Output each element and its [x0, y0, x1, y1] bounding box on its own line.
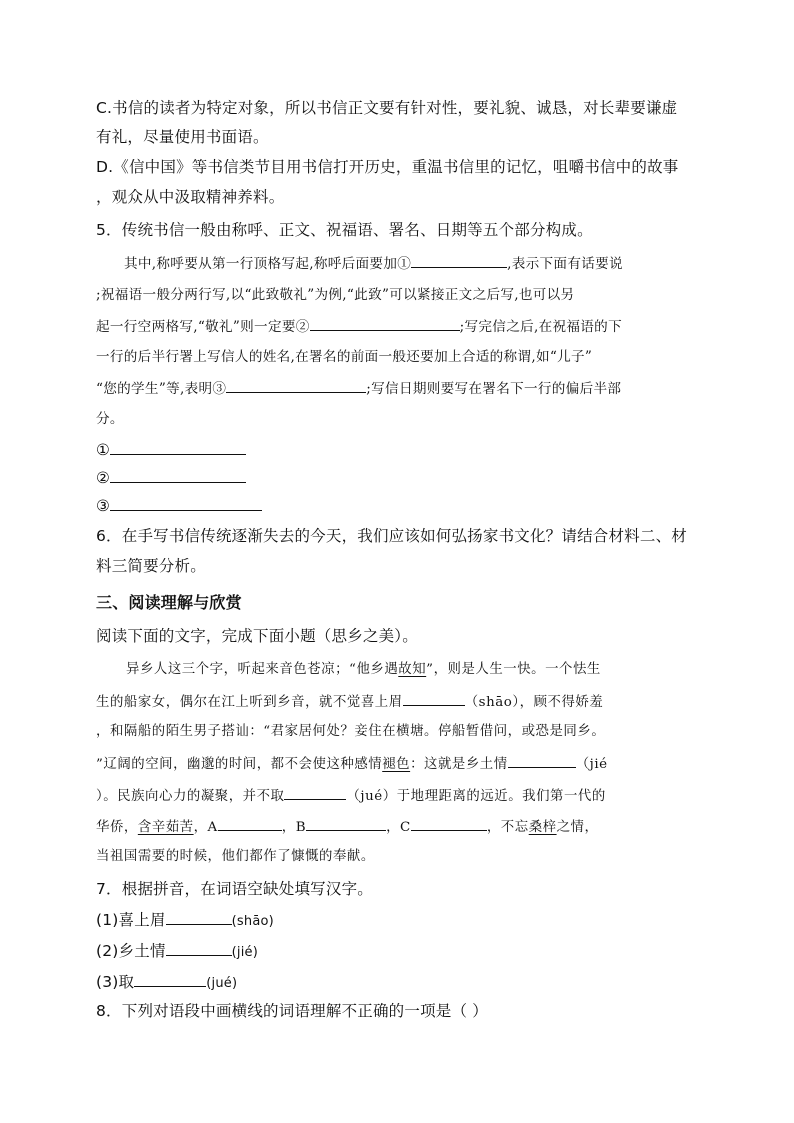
blank-c[interactable] [411, 816, 487, 831]
blank-b[interactable] [306, 816, 386, 831]
passage-5-line-3: 起一行空两格写,“敬礼”则一定要② ;写完信之后,在祝福语的下 [96, 316, 622, 337]
answer-2: ② [96, 468, 246, 488]
sub-question-3: (3)取 (jué) [96, 973, 238, 991]
question-7: 7．根据拼音，在词语空缺处填写汉字。 [96, 880, 373, 898]
reading-line-7: 当祖国需要的时候，他们都作了慷慨的奉献。 [96, 849, 375, 864]
reading-line-4: ”辽阔的空间，幽邈的时间，都不会使这种感情褪色：这就是乡土情 （jié [96, 753, 608, 775]
reading-line-1: 异乡人这三个字，听起来音色苍凉；“他乡遇故知”，则是人生一快。一个怯生 [126, 662, 601, 677]
blank-a[interactable] [218, 816, 282, 831]
section-heading: 三、阅读理解与欣赏 [96, 593, 242, 612]
sub-blank-3[interactable] [134, 972, 206, 987]
reading-line-2: 生的船家女，偶尔在江上听到乡音，就不觉喜上眉 （shāo），顾不得娇羞 [96, 691, 603, 713]
passage-5-line-6: 分。 [96, 411, 124, 427]
blank-shao[interactable] [403, 691, 465, 706]
blank-2[interactable] [310, 316, 460, 331]
question-6-line-2: 料三简要分析。 [96, 557, 206, 575]
sub-question-2: (2)乡土情 (jié) [96, 942, 259, 960]
passage-5-line-1: 其中,称呼要从第一行顶格写起,称呼后面要加① ,表示下面有话要说 [124, 253, 623, 274]
sub-blank-1[interactable] [166, 910, 232, 925]
blank-1[interactable] [411, 253, 507, 268]
passage-5-line-4: 一行的后半行署上写信人的姓名,在署名的前面一般还要加上合适的称谓,如“儿子” [96, 349, 593, 365]
passage-5-line-5: “您的学生”等,表明③ ;写信日期则要写在署名下一行的偏后半部 [96, 378, 621, 399]
reading-line-5: ）。民族向心力的凝聚，并不取 （jué）于地理距离的远近。我们第一代的 [96, 785, 606, 807]
blank-jue[interactable] [284, 785, 346, 800]
option-c-line-2: 有礼，尽量使用书面语。 [96, 128, 269, 146]
answer-3-blank[interactable] [110, 496, 262, 511]
answer-1: ① [96, 440, 246, 460]
question-6-line-1: 6．在手写书信传统逐渐失去的今天，我们应该如何弘扬家书文化？请结合材料二、材 [96, 527, 687, 545]
answer-2-blank[interactable] [110, 468, 246, 483]
question-5: 5．传统书信一般由称呼、正文、祝福语、署名、日期等五个部分构成。 [96, 221, 593, 239]
reading-line-6: 华侨，含辛茹苦，A ，B ，C ，不忘桑梓之情， [96, 816, 598, 838]
passage-5-line-2: ;祝福语一般分两行写,以“此致敬礼”为例,“此致”可以紧接正文之后写,也可以另 [96, 287, 575, 303]
reading-line-3: ，和隔船的陌生男子搭讪：“君家居何处？妾住在横塘。停船暂借问，或恐是同乡。 [96, 724, 606, 739]
sub-question-1: (1)喜上眉 (shāo) [96, 911, 274, 929]
blank-3[interactable] [226, 378, 366, 393]
blank-jie[interactable] [508, 753, 576, 768]
answer-1-blank[interactable] [110, 440, 246, 455]
answer-3: ③ [96, 496, 262, 516]
sub-blank-2[interactable] [166, 941, 232, 956]
option-d-line-2: ，观众从中汲取精神养料。 [96, 188, 285, 206]
reading-intro: 阅读下面的文字，完成下面小题（思乡之美）。 [96, 627, 418, 645]
question-8: 8．下列对语段中画横线的词语理解不正确的一项是（ ） [96, 1002, 488, 1020]
option-d-line-1: D.《信中国》等书信类节目用书信打开历史，重温书信里的记忆，咀嚼书信中的故事 [96, 158, 679, 176]
option-c-line-1: C.书信的读者为特定对象，所以书信正文要有针对性，要礼貌、诚恳，对长辈要谦虚 [96, 99, 678, 117]
